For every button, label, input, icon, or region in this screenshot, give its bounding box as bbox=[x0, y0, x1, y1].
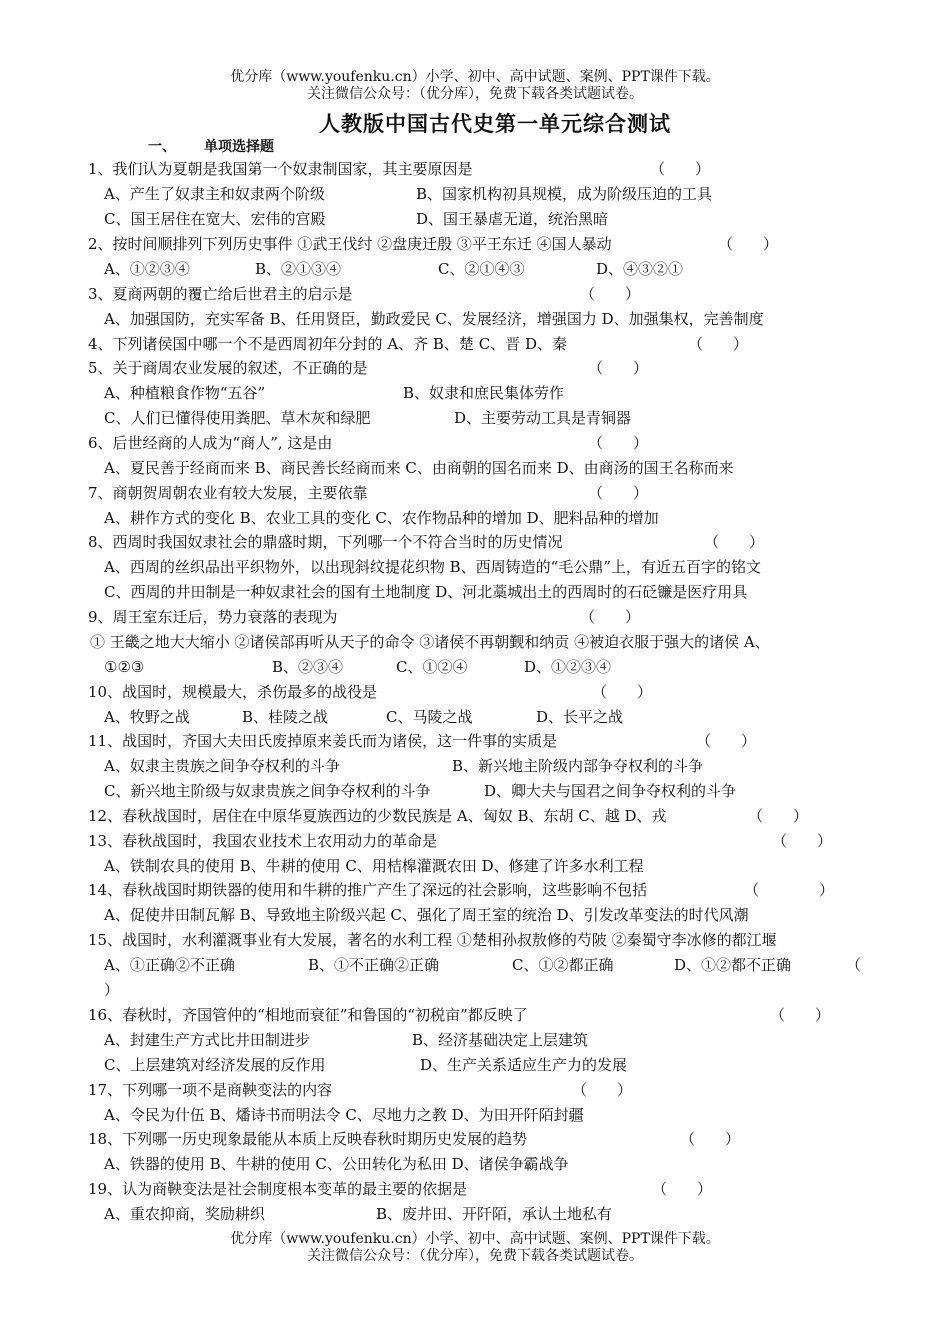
option: C、国王居住在宽大、宏伟的宫殿 bbox=[104, 210, 326, 228]
option: A、铁器的使用 B、牛耕的使用 C、公田转化为私田 D、诸侯争霸战争 bbox=[104, 1155, 569, 1173]
question-stem: 14、春秋战国时期铁器的使用和牛耕的推广产生了深远的社会影响，这些影响不包括 bbox=[88, 881, 648, 899]
answer-paren: （ ） bbox=[572, 1081, 633, 1099]
option: D、国王暴虐无道，统治黑暗 bbox=[416, 210, 609, 228]
question-stem: 2、按时间顺排列下列历史事件 ①武王伐纣 ②盘庚迁殷 ③平王东迁 ④国人暴动 bbox=[88, 235, 612, 253]
option: B、②③④ bbox=[272, 658, 344, 676]
answer-paren: （ ） bbox=[770, 1006, 831, 1024]
answer-paren: （ ） bbox=[592, 683, 653, 701]
option: D、卿大夫与国君之间争夺权利的斗争 bbox=[484, 782, 737, 800]
question-stem: 12、春秋战国时，居住在中原华夏族西边的少数民族是 A、匈奴 B、东胡 C、越 D、戎 bbox=[88, 807, 667, 825]
option: A、产生了奴隶主和奴隶两个阶级 bbox=[104, 185, 325, 203]
question-stem: 3、夏商两朝的覆亡给后世君主的启示是 bbox=[88, 285, 353, 303]
answer-paren: （ bbox=[846, 956, 862, 974]
footer-line-1: 优分库（www.youfenku.cn）小学、初中、高中试题、案例、PPT课件下载。 bbox=[230, 1231, 720, 1247]
option: C、西周的井田制是一种奴隶社会的国有土地制度 D、河北藁城出土的西周时的石砭镰是医疗用具 bbox=[104, 583, 748, 601]
section-label: 单项选择题 bbox=[204, 139, 274, 155]
question-stem: 1、我们认为夏朝是我国第一个奴隶制国家，其主要原因是 bbox=[88, 160, 473, 178]
option: B、国家机构初具规模，成为阶级压迫的工具 bbox=[416, 185, 713, 203]
option: D、①②都不正确 bbox=[674, 956, 792, 974]
option: C、②①④③ bbox=[438, 260, 525, 278]
option: D、长平之战 bbox=[536, 708, 624, 726]
option: B、新兴地主阶级内部争夺权利的斗争 bbox=[452, 757, 704, 775]
question-stem: 13、春秋战国时，我国农业技术上农用动力的革命是 bbox=[88, 832, 438, 850]
header-line-2: 关注微信公众号：（优分库），免费下载各类试题试卷。 bbox=[307, 86, 643, 102]
answer-paren: （ ） bbox=[718, 235, 779, 253]
option: B、②①③④ bbox=[255, 260, 342, 278]
option: A、封建生产方式比井田制进步 bbox=[104, 1031, 310, 1049]
answer-paren: （ ） bbox=[772, 832, 833, 850]
question-stem: 6、后世经商的人成为“商人”, 这是由 bbox=[88, 434, 333, 452]
option: A、①正确②不正确 bbox=[104, 956, 235, 974]
option: A、夏民善于经商而来 B、商民善长经商而来 C、由商朝的国名而来 D、由商汤的国王名称而来 bbox=[104, 459, 734, 477]
option: D、主要劳动工具是青铜器 bbox=[454, 409, 632, 427]
question-stem: 8、西周时我国奴隶社会的鼎盛时期，下列哪一个不符合当时的历史情况 bbox=[88, 533, 563, 551]
question-stem: 9、周王室东迁后，势力衰落的表现为 bbox=[88, 608, 338, 626]
option: D、④③②① bbox=[596, 260, 684, 278]
answer-paren: （ ） bbox=[588, 359, 649, 377]
option: B、奴隶和庶民集体劳作 bbox=[403, 384, 565, 402]
answer-paren: ） bbox=[104, 981, 120, 999]
option: C、①②④ bbox=[396, 658, 468, 676]
question-stem: 16、春秋时，齐国管仲的“相地而衰征”和鲁国的“初税亩”都反映了 bbox=[88, 1006, 528, 1024]
answer-paren: （ ） bbox=[680, 1130, 741, 1148]
option: C、新兴地主阶级与奴隶贵族之间争夺权利的斗争 bbox=[104, 782, 431, 800]
option: A、牧野之战 bbox=[104, 708, 190, 726]
question-stem: 5、关于商周农业发展的叙述，不正确的是 bbox=[88, 359, 368, 377]
section-number: 一、 bbox=[148, 139, 176, 155]
option: B、废井田、开阡陌，承认土地私有 bbox=[376, 1205, 613, 1223]
footer-line-2: 关注微信公众号：（优分库），免费下载各类试题试卷。 bbox=[307, 1248, 643, 1264]
option: A、奴隶主贵族之间争夺权利的斗争 bbox=[104, 757, 340, 775]
option: C、①②都正确 bbox=[512, 956, 614, 974]
option: A、重农抑商，奖励耕织 bbox=[104, 1205, 265, 1223]
question-stem: 17、下列哪一项不是商鞅变法的内容 bbox=[88, 1081, 333, 1099]
option: C、马陵之战 bbox=[386, 708, 473, 726]
option: D、生产关系适应生产力的发展 bbox=[420, 1056, 628, 1074]
option: B、①不正确②正确 bbox=[308, 956, 440, 974]
answer-paren: （ ） bbox=[588, 484, 649, 502]
option: A、种植粮食作物“五谷” bbox=[104, 384, 266, 402]
answer-paren: （ ） bbox=[580, 608, 641, 626]
answer-paren: （ ） bbox=[650, 160, 711, 178]
option: C、上层建筑对经济发展的反作用 bbox=[104, 1056, 326, 1074]
option: A、耕作方式的变化 B、农业工具的变化 C、农作物品种的增加 D、肥料品种的增加 bbox=[104, 509, 659, 527]
option: D、①②③④ bbox=[524, 658, 612, 676]
page-footer bbox=[0, 1231, 950, 1265]
answer-paren: （ ） bbox=[704, 533, 765, 551]
answer-paren: （ ） bbox=[688, 335, 749, 353]
answer-paren: （ ） bbox=[744, 881, 835, 899]
answer-paren: （ ） bbox=[588, 434, 649, 452]
question-stem: 10、战国时，规模最大，杀伤最多的战役是 bbox=[88, 683, 378, 701]
option: A、铁制农具的使用 B、牛耕的使用 C、用桔槔灌溉农田 D、修建了许多水利工程 bbox=[104, 857, 644, 875]
question-stem: 18、下列哪一历史现象最能从本质上反映春秋时期历史发展的趋势 bbox=[88, 1130, 528, 1148]
option: ① 王畿之地大大缩小 ②诸侯部再听从天子的命令 ③诸侯不再朝觐和纳贡 ④被迫衣服于强大的诸侯 A、 bbox=[90, 633, 770, 651]
page-header bbox=[0, 69, 950, 103]
page-title: 人教版中国古代史第一单元综合测试 bbox=[319, 111, 671, 136]
answer-paren: （ ） bbox=[748, 807, 809, 825]
question-stem: 11、战国时，齐国大夫田氏废掉原来姜氏而为诸侯，这一件事的实质是 bbox=[88, 732, 558, 750]
question-stem: 19、认为商鞅变法是社会制度根本变革的最主要的依据是 bbox=[88, 1180, 468, 1198]
question-stem: 15、战国时，水利灌溉事业有大发展，著名的水利工程 ①楚相孙叔敖修的芍陂 ②秦蜀守李冰修的都江堰 bbox=[88, 931, 777, 949]
option: ①②③ bbox=[104, 658, 145, 676]
option: A、西周的丝织品出平织物外，以出现斜纹提花织物 B、西周铸造的“毛公鼎”上，有近五百字的铭文 bbox=[104, 558, 761, 576]
answer-paren: （ ） bbox=[652, 1180, 713, 1198]
answer-paren: （ ） bbox=[580, 285, 641, 303]
option: A、促使井田制瓦解 B、导致地主阶级兴起 C、强化了周王室的统治 D、引发改革变法的时代风潮 bbox=[104, 906, 749, 924]
header-line-1: 优分库（www.youfenku.cn）小学、初中、高中试题、案例、PPT课件下载。 bbox=[230, 69, 720, 85]
option: B、桂陵之战 bbox=[242, 708, 329, 726]
answer-paren: （ ） bbox=[696, 732, 757, 750]
question-stem: 7、商朝贺周朝农业有较大发展，主要依靠 bbox=[88, 484, 368, 502]
question-stem: 4、下列诸侯国中哪一个不是西周初年分封的 A、齐 B、楚 C、晋 D、秦 bbox=[88, 335, 567, 353]
option: A、加强国防，充实军备 B、任用贤臣，勤政爱民 C、发展经济，增强国力 D、加强集权，完善制度 bbox=[104, 310, 764, 328]
option: A、令民为什伍 B、燔诗书而明法令 C、尽地力之教 D、为田开阡陌封疆 bbox=[104, 1106, 584, 1124]
section-heading bbox=[148, 136, 274, 156]
option: A、①②③④ bbox=[104, 260, 190, 278]
option: C、人们已懂得使用粪肥、草木灰和绿肥 bbox=[104, 409, 371, 427]
option: B、经济基础决定上层建筑 bbox=[412, 1031, 589, 1049]
